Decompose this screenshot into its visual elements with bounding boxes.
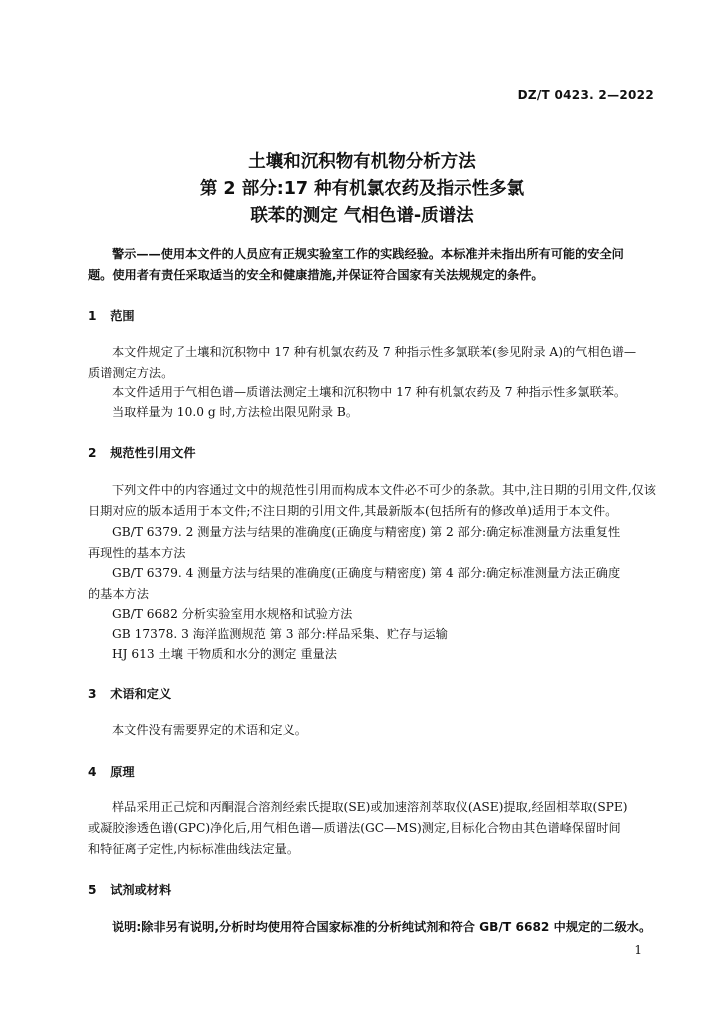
- section-number: 1: [88, 309, 97, 323]
- section-number: 4: [88, 765, 97, 779]
- s4-para-line3: 和特征离子定性,内标标准曲线法定量。: [88, 842, 300, 856]
- doc-title-line2: 第 2 部分:17 种有机氯农药及指示性多氯: [199, 179, 525, 199]
- s3-para1: 本文件没有需要界定的术语和定义。: [112, 723, 307, 737]
- section-3-heading: [88, 685, 171, 702]
- ref-gb-17378-3: GB 17378. 3 海洋监测规范 第 3 部分:样品采集、贮存与运输: [112, 627, 448, 641]
- section-number: 5: [88, 883, 97, 897]
- standard-code: DZ/T 0423. 2—2022: [517, 88, 654, 102]
- doc-title-line3: 联苯的测定 气相色谱-质谱法: [250, 206, 474, 226]
- doc-title-line1: 土壤和沉积物有机物分析方法: [248, 152, 476, 172]
- ref-gbt-6379-2-line1: GB/T 6379. 2 测量方法与结果的准确度(正确度与精密度) 第 2 部分:确定标准测量方法重复性: [112, 525, 621, 539]
- section-title: 原理: [110, 765, 135, 779]
- s2-intro-line1: 下列文件中的内容通过文中的规范性引用而构成本文件必不可少的条款。其中,注日期的引用文件,仅该: [112, 483, 656, 497]
- ref-hj-613: HJ 613 土壤 干物质和水分的测定 重量法: [112, 647, 337, 661]
- s1-para3: 当取样量为 10.0 g 时,方法检出限见附录 B。: [112, 405, 359, 419]
- warning-line1: 警示——使用本文件的人员应有正规实验室工作的实践经验。本标准并未指出所有可能的安全问: [112, 247, 624, 261]
- ref-gbt-6682: GB/T 6682 分析实验室用水规格和试验方法: [112, 607, 353, 621]
- warning-line2: 题。使用者有责任采取适当的安全和健康措施,并保证符合国家有关法规规定的条件。: [88, 268, 544, 282]
- section-2-heading: [88, 444, 196, 461]
- section-number: 3: [88, 687, 97, 701]
- page-number: 1: [634, 943, 642, 957]
- s1-para1-line2: 质谱测定方法。: [88, 366, 174, 380]
- ref-gbt-6379-4-line2: 的基本方法: [88, 587, 149, 601]
- s4-para-line2: 或凝胶渗透色谱(GPC)净化后,用气相色谱—质谱法(GC—MS)测定,目标化合物由其色谱峰保留时间: [88, 821, 621, 835]
- section-title: 试剂或材料: [110, 883, 172, 897]
- ref-gbt-6379-2-line2: 再现性的基本方法: [88, 546, 186, 560]
- s2-intro-line2: 日期对应的版本适用于本文件;不注日期的引用文件,其最新版本(包括所有的修改单)适用于本文件。: [88, 504, 618, 518]
- section-1-heading: [88, 307, 135, 324]
- section-title: 规范性引用文件: [110, 446, 196, 460]
- s5-note: 说明:除非另有说明,分析时均使用符合国家标准的分析纯试剂和符合 GB/T 6682 中规定的二级水。: [112, 920, 652, 934]
- section-title: 范围: [110, 309, 135, 323]
- section-title: 术语和定义: [110, 687, 172, 701]
- s1-para2: 本文件适用于气相色谱—质谱法测定土壤和沉积物中 17 种有机氯农药及 7 种指示性多氯联苯。: [112, 385, 627, 399]
- section-number: 2: [88, 446, 97, 460]
- s4-para-line1: 样品采用正己烷和丙酮混合溶剂经索氏提取(SE)或加速溶剂萃取仪(ASE)提取,经固相萃取(SPE): [112, 800, 628, 814]
- s1-para1-line1: 本文件规定了土壤和沉积物中 17 种有机氯农药及 7 种指示性多氯联苯(参见附录 A)的气相色谱—: [112, 345, 637, 359]
- ref-gbt-6379-4-line1: GB/T 6379. 4 测量方法与结果的准确度(正确度与精密度) 第 4 部分:确定标准测量方法正确度: [112, 566, 621, 580]
- section-5-heading: [88, 881, 171, 898]
- section-4-heading: [88, 763, 135, 780]
